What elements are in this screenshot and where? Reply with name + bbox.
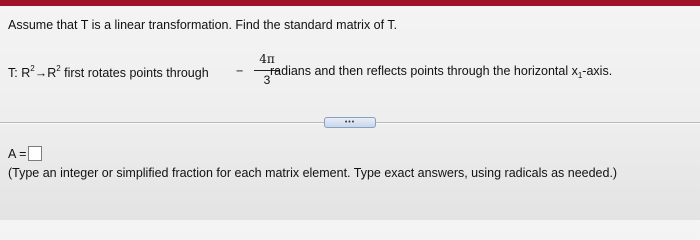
axis-suffix: -axis. — [582, 64, 613, 78]
angle-denominator: 3 — [263, 73, 271, 87]
transformation-statement — [8, 52, 692, 92]
reflect-text: radians and then reflects points through the horizontal x — [270, 64, 578, 78]
statement-end — [270, 64, 612, 80]
domain-exponent: 2 — [30, 64, 35, 73]
codomain-exponent: 2 — [56, 64, 61, 73]
top-accent-bar — [0, 0, 700, 6]
rotate-text: first rotates points through — [60, 66, 209, 80]
answer-hint: (Type an integer or simplified fraction for each matrix element. Type exact answers, using radicals as needed.) — [8, 166, 618, 180]
matrix-answer-input[interactable] — [28, 146, 42, 161]
statement-start — [8, 64, 209, 80]
answer-row — [8, 146, 42, 161]
angle-sign: − — [236, 64, 244, 78]
more-options-button[interactable]: ••• — [324, 117, 376, 128]
answer-label: A = — [8, 147, 27, 161]
domain-space: R — [21, 66, 31, 80]
axis-subscript: 1 — [577, 71, 583, 80]
arrow-symbol: → — [34, 66, 48, 80]
problem-instruction: Assume that T is a linear transformation. Find the standard matrix of T. — [8, 18, 398, 32]
codomain-space: R — [47, 66, 57, 80]
angle-numerator: 4π — [259, 52, 275, 66]
statement-prefix: T: — [8, 66, 22, 80]
